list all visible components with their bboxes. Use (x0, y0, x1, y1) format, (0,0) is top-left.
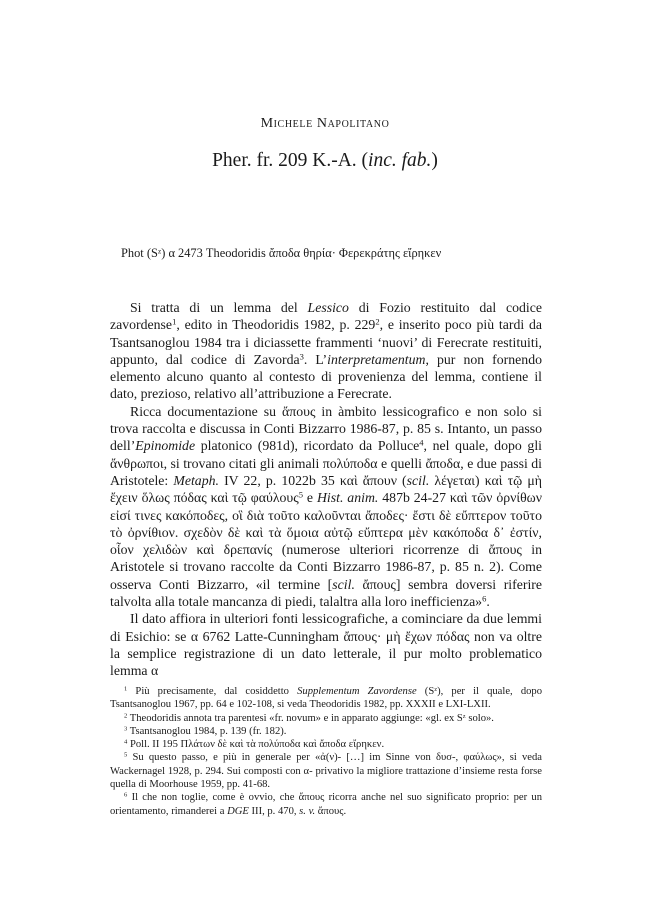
footnote-number: 3 (124, 725, 128, 733)
text-run: . L’ (303, 351, 328, 367)
text-run: IV 22, p. 1022b 35 καὶ ἄπουν ( (218, 472, 407, 488)
title-italic: inc. fab. (368, 150, 432, 171)
footnote-5 (110, 751, 542, 791)
text-run: e (303, 490, 317, 506)
text-run: Theodoridis annota tra parentesi «fr. novum» e in apparato aggiunge: «gl. ex Sᶻ solo». (129, 712, 494, 724)
italic-run: Epinomide (135, 438, 196, 454)
text-run: platonico (981d), ricordato da Polluce (195, 438, 420, 454)
italic-run: scil. (406, 472, 430, 488)
footnote-4 (110, 738, 542, 751)
text-run: ἄπους] sembra doversi riferire talvolta alla totale mancanza di piedi, talaltra alla loro inefficienza» (110, 576, 543, 610)
text-run: , nel quale, dopo gli ἄνθρωποι, si trovano citati gli animali πολύποδα e quelli ἄποδα, e due passi di Aristotele: (110, 438, 542, 488)
text-run: Tsantsanoglou 1984, p. 139 (fr. 182). (129, 725, 287, 737)
italic-run: Metaph. (173, 472, 219, 488)
text-run: , pur non fornendo elemento alcuno quanto al contesto di provenienza del lemma, contiene il dato, prezioso, relativo all’attribuzione a Ferecrate. (110, 351, 542, 402)
text-run: Su questo passo, e più in generale per «ἀ(ν)- […] im Sinne von δυσ-, φαύλως», si veda Wackernagel 1928, p. 294. Sui composti con α- privativo la migliore trattazione d’insieme resta forse quella di Moorhouse 1959, pp. 41-68. (110, 752, 542, 791)
footnote-ref-5[interactable]: 5 (298, 489, 303, 500)
italic-run: Supplementum Zavordense (297, 686, 417, 697)
text-run: 487b 24-27 καὶ τῶν ὀρνίθων εἰσί τινες κακόποδες, οἳ διὰ τοῦτο καλοῦνται ἄποδες· ἔστι δὲ εὔπτερον τοῦτο τὸ ὀρνίθιον. σχεδὸν δὲ καὶ τὰ ὅμοια αὐτῷ εὔπτερα μὲν κακόποδα δ᾽ ἐστίν, οἷον χελιδὼν καὶ δρεπανίς (numerose ulteriori ricorrenze di ἄπους in Aristotele si trovano raccolte da Conti Bizzarro 1986-87, p. 85 n. 2). Come osserva Conti Bizzarro, «il termine [ (110, 490, 542, 592)
footnote-6 (110, 791, 542, 818)
source-lemma: Phot (Sᶻ) α 2473 Theodoridis ἄποδα θηρία· Φερεκράτης εἴρηκεν (121, 246, 442, 260)
author-name: Michele Napolitano (260, 116, 390, 131)
footnote-ref-3[interactable]: 3 (299, 351, 304, 362)
text-run: III, p. 470, (248, 805, 300, 817)
footnote-3 (110, 725, 542, 738)
footnote-ref-4[interactable]: 4 (419, 437, 424, 448)
title-main: Pher. fr. 209 K.-A. ( (212, 150, 369, 171)
article-title (0, 150, 650, 172)
footnote-number: 5 (124, 751, 128, 759)
italic-run: s. v. (299, 805, 316, 817)
paragraph-1 (110, 299, 542, 403)
text-run: Più precisamente, dal cosiddetto (135, 686, 298, 697)
text-run: Poll. II 195 Πλάτων δὲ καὶ τὰ πολύποδα καὶ ἄποδα εἴρηκεν. (129, 739, 385, 751)
paragraph-2 (110, 403, 542, 611)
italic-run: Lessico (307, 300, 349, 315)
text-run: ἄπους. (315, 805, 347, 817)
footnote-2 (110, 712, 542, 725)
footnote-ref-6[interactable]: 6 (482, 593, 487, 604)
footnote-1 (110, 685, 542, 712)
main-text (110, 299, 542, 680)
italic-run: DGE (227, 805, 249, 817)
text-run: Il che non toglie, come è ovvio, che ἄπους ricorra anche nel suo significato proprio: per un orientamento, rimanderei a (110, 792, 542, 817)
footnote-number: 1 (124, 685, 128, 693)
text-run: . (486, 594, 490, 610)
footnote-number: 6 (124, 791, 128, 799)
title-end: ) (431, 150, 438, 171)
text-run: , e inserito poco più tardi da Tsantsanoglou 1984 tra i diciassette frammenti ‘nuovi’ di Ferecrate restituiti, appunto, dal codice di Zavorda (110, 317, 542, 367)
footnote-ref-2[interactable]: 2 (375, 316, 380, 327)
italic-run: Hist. anim. (316, 490, 379, 506)
text-run: di Fozio restituito dal codice zavordense (110, 300, 542, 333)
text-run: (Sᶻ), per il quale, dopo Tsantsanoglou 1967, pp. 64 e 102-108, si veda Theodoridis 1982, pp. XXXII e LXI-LXII. (110, 686, 543, 711)
footnotes (110, 685, 542, 818)
text-run: , edito in Theodoridis 1982, p. 229 (176, 317, 376, 333)
italic-run: interpretamentum (327, 351, 426, 367)
text-run: Si tratta di un lemma del (130, 300, 308, 315)
text-run: λέγεται) καὶ τῷ μὴ ἔχειν ὅλως πόδας καὶ τῷ φαύλους (110, 472, 542, 506)
text-run: Ricca documentazione su ἄπους in àmbito lessicografico e non solo si trova raccolta e discussa in Conti Bizzarro 1986-87, p. 85 s. Intanto, un passo dell’ (110, 403, 542, 454)
italic-run: scil. (332, 576, 355, 592)
footnote-ref-1[interactable]: 1 (172, 316, 177, 327)
text-run: Il dato affiora in ulteriori fonti lessicografiche, a cominciare da due lemmi di Esichio: se α 6762 Latte-Cunningham ἄπους· μὴ ἔχων πόδας non va oltre la semplice registrazione di un dato letterale, il pur molto problematico lemma α (110, 611, 542, 679)
paragraph-3 (110, 610, 542, 679)
footnote-number: 4 (124, 738, 128, 746)
footnote-number: 2 (124, 711, 128, 719)
